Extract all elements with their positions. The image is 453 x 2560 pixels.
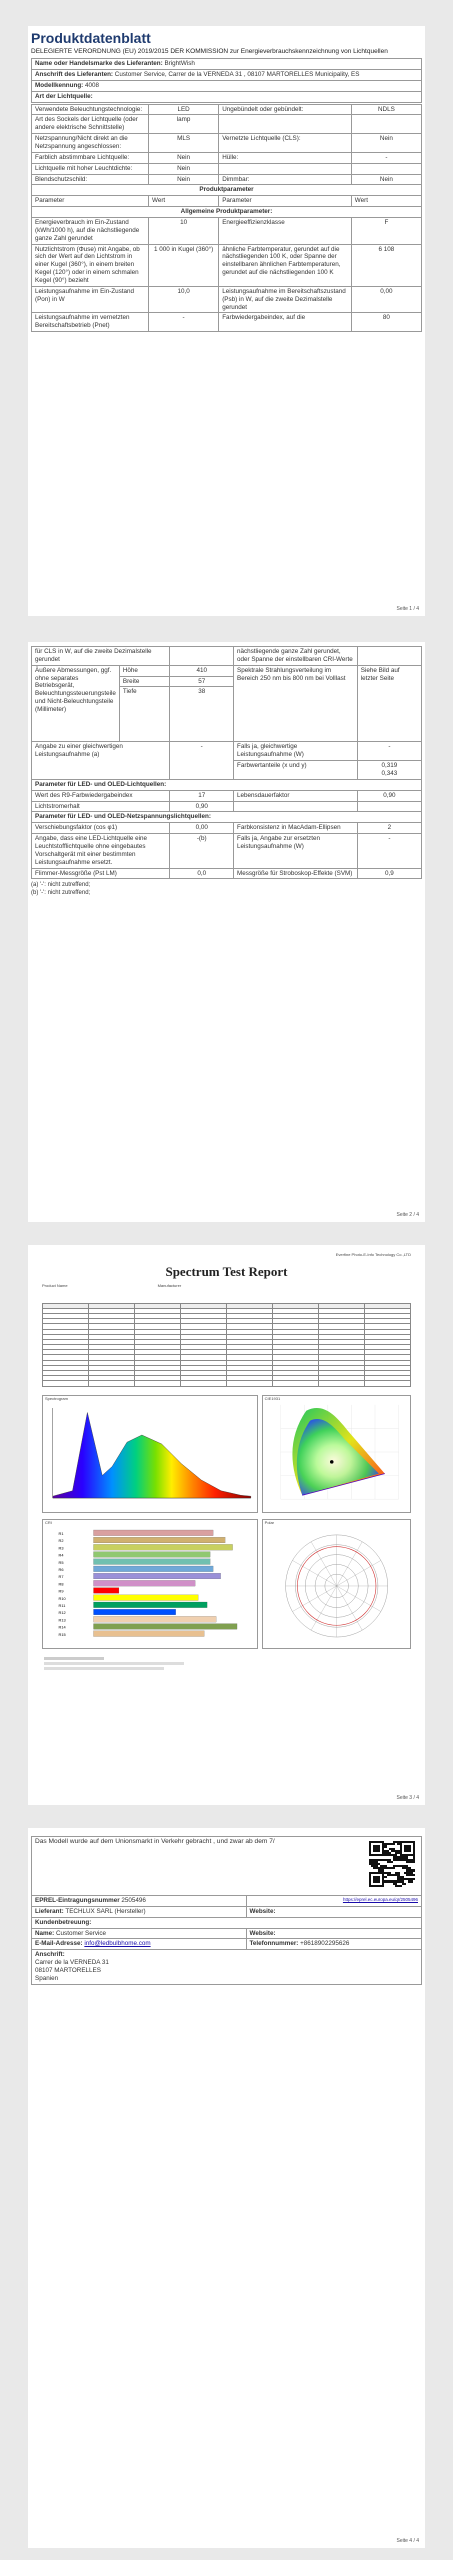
row-label: Farblich abstimmbare Lichtquelle: bbox=[32, 152, 149, 163]
row-value: LED bbox=[149, 104, 219, 115]
row-label-2 bbox=[219, 163, 352, 174]
measurement-cell bbox=[135, 1381, 181, 1386]
row-label-2: Leistungsaufnahme im Bereitschaftszustand (Psb) in W, auf die zweite Dezimalstelle gerundet bbox=[219, 286, 352, 313]
equiv-right-label: Falls ja, gleichwertige Leistungsaufnahme (W) bbox=[234, 742, 358, 761]
params-table-2 bbox=[31, 646, 422, 879]
dim-value: 38 bbox=[170, 687, 234, 742]
type-row bbox=[32, 115, 422, 134]
chroma-y: 0,343 bbox=[381, 770, 398, 778]
polar-spoke bbox=[292, 1560, 336, 1586]
polar-spoke bbox=[336, 1586, 362, 1630]
measurement-cell bbox=[273, 1381, 319, 1386]
led-header: Parameter für LED- und OLED-Lichtquellen: bbox=[32, 779, 422, 790]
spectrum-area bbox=[53, 1412, 251, 1498]
row-label-2: Vernetzte Lichtquelle (CLS): bbox=[219, 134, 352, 153]
flicker-label: Flimmer-Messgröße (Pst LM) bbox=[32, 868, 170, 879]
cri-bar bbox=[94, 1580, 196, 1586]
manufacturer-label: Manufacturer bbox=[157, 1282, 182, 1288]
cri-tick-label: R7 bbox=[58, 1573, 64, 1579]
phone-value: +8618902295626 bbox=[300, 1940, 350, 1948]
cri-bar bbox=[94, 1587, 119, 1593]
mains-header: Parameter für LED- und OLED-Netzspannungslichtquellen: bbox=[32, 812, 422, 823]
life-value: 0,90 bbox=[357, 790, 421, 801]
row-label: Nutzlichtstrom (Φuse) mit Angabe, ob sich der Wert auf den Lichtstrom in einer Kugel (360°), in einem breiten Kegel (120°) oder in einem schmalen Kegel (90°) bezieht bbox=[32, 244, 149, 286]
row-label: Blendschutzschild: bbox=[32, 174, 149, 185]
cri-tick-label: R10 bbox=[58, 1595, 66, 1601]
address-value: Customer Service, Carrer de la VERNEDA 31 , 08107 MARTORELLES Municipality, ES bbox=[114, 70, 360, 78]
cri-tick-label: R4 bbox=[58, 1552, 64, 1558]
spectral-value: Siehe Bild auf letzter Seite bbox=[357, 665, 421, 742]
strobe-label: Messgröße für Stroboskop-Effekte (SVM) bbox=[234, 868, 358, 879]
page-number: Seite 2 / 4 bbox=[396, 1212, 419, 1218]
dim-name: Höhe bbox=[119, 665, 170, 676]
cri-bar bbox=[94, 1609, 176, 1615]
row-value: Nein bbox=[149, 163, 219, 174]
row-label: Leistungsaufnahme im Ein-Zustand (Pon) in W bbox=[32, 286, 149, 313]
cri-tick-label: R11 bbox=[58, 1602, 66, 1608]
flicker-value: 0,0 bbox=[170, 868, 234, 879]
email-link[interactable]: info@ledbulbhome.com bbox=[84, 1940, 151, 1948]
type-row bbox=[32, 174, 422, 185]
polar-spokes bbox=[285, 1534, 387, 1636]
row-value-2: F bbox=[351, 218, 421, 245]
measurement-cell bbox=[43, 1381, 89, 1386]
polar-spoke bbox=[292, 1586, 336, 1612]
measurement-cell bbox=[365, 1381, 411, 1386]
row-label: Verwendete Beleuchtungstechnologie: bbox=[32, 104, 149, 115]
cri-bar bbox=[94, 1573, 221, 1579]
eprel-table bbox=[31, 1836, 422, 1985]
row-label-2: Farbwiedergabeindex, auf die bbox=[219, 313, 352, 332]
polar-diagram bbox=[263, 1520, 410, 1648]
product-name-label: Product Name bbox=[42, 1282, 68, 1288]
maint-label: Lichtstromerhalt bbox=[32, 801, 170, 812]
report-title: Spectrum Test Report bbox=[165, 1263, 288, 1279]
pf-value: 0,00 bbox=[170, 823, 234, 834]
replace-label: Angabe, dass eine LED-Lichtquelle eine Leuchtstofflichtquelle ohne eingebautes Vorschaltgerät mit einer bestimmten Leistungsaufnahme ersetzt. bbox=[32, 834, 170, 868]
phone-label: Telefonnummer: bbox=[249, 1940, 299, 1948]
pf-label: Verschiebungsfaktor (cos φ1) bbox=[32, 823, 170, 834]
page-number: Seite 4 / 4 bbox=[396, 2538, 419, 2544]
row-value-2: 0,00 bbox=[351, 286, 421, 313]
cri-bar bbox=[94, 1594, 199, 1600]
spectrum-chart bbox=[43, 1396, 257, 1512]
row-value-2 bbox=[351, 115, 421, 134]
cri-bar bbox=[94, 1623, 238, 1629]
row-value-2: - bbox=[351, 152, 421, 163]
col-value-2: Wert bbox=[351, 196, 421, 207]
cri-bar bbox=[94, 1551, 211, 1557]
polar-label: Polar bbox=[264, 1519, 274, 1525]
address-line-1: Carrer de la VERNEDA 31 bbox=[35, 1959, 109, 1967]
cri-tick-label: R14 bbox=[58, 1624, 66, 1630]
instrument-table bbox=[42, 1655, 411, 1679]
spectral-label: Spektrale Strahlungsverteilung im Bereich 250 nm bis 800 nm bei Volllast bbox=[234, 665, 358, 742]
polar-spoke bbox=[336, 1586, 380, 1612]
spectrogram-panel bbox=[42, 1395, 258, 1513]
dim-name: Breite bbox=[119, 676, 170, 687]
address-label: Anschrift: bbox=[35, 1951, 65, 1959]
polar-spoke bbox=[336, 1541, 362, 1585]
cri-bar bbox=[94, 1558, 211, 1564]
macadam-label: Farbkonsistenz in MacAdam-Ellipsen bbox=[234, 823, 358, 834]
r9-label: Wert des R9-Farbwiedergabeindex bbox=[32, 790, 170, 801]
supplier-label: Lieferant: bbox=[35, 1907, 64, 1915]
polar-spoke bbox=[311, 1541, 337, 1585]
cri-tick-label: R3 bbox=[58, 1544, 64, 1551]
col-param-2: Parameter bbox=[219, 196, 352, 207]
equiv-label: Angabe zu einer gleichwertigen Leistungsaufnahme (a) bbox=[32, 742, 170, 779]
general-header: Allgemeine Produktparameter: bbox=[32, 207, 422, 218]
cri-chart bbox=[43, 1520, 257, 1648]
cri-tick-label: R2 bbox=[58, 1537, 64, 1543]
row-value: Nein bbox=[149, 152, 219, 163]
cri-tick-label: R15 bbox=[58, 1631, 66, 1637]
life-label: Lebensdauerfaktor bbox=[234, 790, 358, 801]
page-title: Produktdatenblatt bbox=[31, 30, 151, 46]
regulation-text: DELEGIERTE VERORDNUNG (EU) 2019/2015 DER KOMMISSION zur Energieverbrauchskennzeichnung von Lichtquellen bbox=[31, 48, 388, 55]
measurement-cell bbox=[181, 1381, 227, 1386]
cri-panel bbox=[42, 1519, 258, 1649]
cri-bar bbox=[94, 1537, 226, 1543]
outer-dims-label: Äußere Abmessungen, ggf. ohne separates Betriebsgerät, Beleuchtungssteuerungsteile und Nicht-Beleuchtungsteile (Millimeter) bbox=[32, 665, 120, 742]
cri-label: CRI bbox=[45, 1519, 52, 1525]
supplier-value: BrightWish bbox=[164, 60, 195, 68]
address-line-3: Spanien bbox=[35, 1974, 59, 1982]
row-value: 1 000 in Kugel (360°) bbox=[149, 244, 219, 286]
row-value: MLS bbox=[149, 134, 219, 153]
supplier-label: Name oder Handelsmarke des Lieferanten: bbox=[35, 60, 163, 68]
row-value: 10,0 bbox=[149, 286, 219, 313]
col-value: Wert bbox=[149, 196, 219, 207]
row-label-2: Ungebündelt oder gebündelt: bbox=[219, 104, 352, 115]
cri-bar bbox=[94, 1530, 214, 1536]
general-row bbox=[32, 286, 422, 313]
measurement-row bbox=[43, 1381, 411, 1386]
dim-value: 57 bbox=[170, 676, 234, 687]
chromaticity-point bbox=[330, 1460, 334, 1464]
website-label: Website: bbox=[249, 1907, 276, 1915]
row-label-2: Dimmbar: bbox=[219, 174, 352, 185]
cri-bar bbox=[94, 1602, 208, 1608]
cri-tick-label: R6 bbox=[58, 1566, 64, 1572]
maint-value: 0,90 bbox=[170, 801, 234, 812]
model-value: 4008 bbox=[85, 81, 100, 89]
polar-panel bbox=[262, 1519, 411, 1649]
cont-left: für CLS in W, auf die zweite Dezimalstelle gerundet bbox=[32, 647, 170, 666]
type-table bbox=[31, 104, 422, 333]
cri-tick-label: R1 bbox=[58, 1530, 64, 1536]
replace-right-label: Falls ja, Angabe zur ersetzten Leistungsaufnahme (W) bbox=[234, 834, 358, 868]
general-row bbox=[32, 218, 422, 245]
cie-label: CIE1931 bbox=[264, 1395, 281, 1401]
row-value-2: Nein bbox=[351, 134, 421, 153]
row-label: Lichtquelle mit hoher Leuchtdichte: bbox=[32, 163, 149, 174]
general-row bbox=[32, 313, 422, 332]
cri-bar bbox=[94, 1630, 205, 1636]
row-label-2: ähnliche Farbtemperatur, gerundet auf die nächstliegenden 100 K, oder Spanne der einstellbaren ähnlichen Farbtemperaturen, gerundet auf die nächstliegenden 100 K bbox=[219, 244, 352, 286]
polar-spoke bbox=[311, 1586, 337, 1630]
cri-bar bbox=[94, 1566, 214, 1572]
type-label: Art der Lichtquelle: bbox=[32, 91, 422, 102]
row-label-2: Energieeffizienzklasse bbox=[219, 218, 352, 245]
cri-tick-label: R9 bbox=[58, 1588, 64, 1594]
equiv-value: - bbox=[170, 742, 234, 779]
replace-value: -(b) bbox=[170, 834, 234, 868]
cie-panel bbox=[262, 1395, 411, 1513]
row-label-2: Hülle: bbox=[219, 152, 352, 163]
measurement-cell bbox=[89, 1381, 135, 1386]
page-2 bbox=[28, 642, 425, 1222]
spectrogram-label: Spectrogram bbox=[45, 1395, 68, 1401]
eprel-label: EPREL-Eintragungsnummer bbox=[35, 1897, 120, 1904]
model-label: Modellkennung: bbox=[35, 81, 84, 89]
row-value-2 bbox=[351, 163, 421, 174]
name-value: Customer Service bbox=[56, 1929, 107, 1937]
row-label: Art des Sockels der Lichtquelle (oder andere elektrische Schnittstelle) bbox=[32, 115, 149, 134]
macadam-value: 2 bbox=[357, 823, 421, 834]
name-label: Name: bbox=[35, 1929, 55, 1937]
address-line-2: 08107 MARTORELLES bbox=[35, 1967, 101, 1975]
measurement-table bbox=[42, 1303, 411, 1387]
chroma-label: Farbwertanteile (x und y) bbox=[234, 761, 358, 780]
row-label: Netzspannung/Nicht direkt an die Netzspannung angeschlossen: bbox=[32, 134, 149, 153]
dim-value: 410 bbox=[170, 665, 234, 676]
address-label: Anschrift des Lieferanten: bbox=[35, 70, 114, 78]
email-label: E-Mail-Adresse: bbox=[35, 1940, 83, 1948]
general-row bbox=[32, 244, 422, 286]
equiv-right-value: - bbox=[357, 742, 421, 761]
type-row bbox=[32, 152, 422, 163]
measurement-cell bbox=[227, 1381, 273, 1386]
type-row bbox=[32, 163, 422, 174]
page-3 bbox=[28, 1245, 425, 1805]
page-4 bbox=[28, 1828, 425, 2548]
page-number: Seite 3 / 4 bbox=[396, 1795, 419, 1801]
note-b: (b) '-': nicht zutreffend; bbox=[31, 890, 91, 897]
row-label: Energieverbrauch im Ein-Zustand (kWh/1000 h), auf die nächstliegende ganze Zahl gerundet bbox=[32, 218, 149, 245]
page-1 bbox=[28, 26, 425, 616]
col-param: Parameter bbox=[32, 196, 149, 207]
row-value-2: 80 bbox=[351, 313, 421, 332]
replace-right-value: - bbox=[357, 834, 421, 868]
cri-tick-label: R5 bbox=[58, 1559, 64, 1565]
row-value: lamp bbox=[149, 115, 219, 134]
type-row bbox=[32, 104, 422, 115]
cri-tick-label: R12 bbox=[58, 1609, 66, 1615]
type-row bbox=[32, 134, 422, 153]
cri-tick-label: R8 bbox=[58, 1580, 64, 1587]
note-a: (a) '-': nicht zutreffend; bbox=[31, 882, 91, 889]
row-label-2 bbox=[219, 115, 352, 134]
supplier-table bbox=[31, 58, 422, 102]
cri-bar bbox=[94, 1544, 233, 1550]
cri-tick-label: R13 bbox=[58, 1616, 66, 1623]
row-value-2: Nein bbox=[351, 174, 421, 185]
prod-params-header: Produktparameter bbox=[32, 185, 422, 196]
page-number: Seite 1 / 4 bbox=[396, 606, 419, 612]
dim-name: Tiefe bbox=[119, 687, 170, 742]
chroma-x: 0,319 bbox=[381, 762, 398, 770]
measurement-cell bbox=[319, 1381, 365, 1386]
polar-spoke bbox=[336, 1560, 380, 1586]
row-value: Nein bbox=[149, 174, 219, 185]
row-value: 10 bbox=[149, 218, 219, 245]
qr-code-icon[interactable] bbox=[369, 1841, 415, 1887]
cri-bar bbox=[94, 1616, 217, 1622]
row-value-2: NDLS bbox=[351, 104, 421, 115]
row-value: - bbox=[149, 313, 219, 332]
eprel-value: 2505496 bbox=[121, 1897, 146, 1904]
eprel-link[interactable]: https://eprel.ec.europa.eu/qr/2505496 bbox=[342, 1897, 418, 1902]
cie-diagram bbox=[263, 1396, 410, 1512]
strobe-value: 0,9 bbox=[357, 868, 421, 879]
cont-right: nächstliegende ganze Zahl gerundet, oder Spanne der einstellbaren CRI-Werte bbox=[234, 647, 358, 666]
support-header: Kundenbetreuung: bbox=[32, 1917, 422, 1928]
row-value-2: 6 108 bbox=[351, 244, 421, 286]
row-label: Leistungsaufnahme im vernetzten Bereitschaftsbetrieb (Pnet) bbox=[32, 313, 149, 332]
supplier-value: TECHLUX SARL (Hersteller) bbox=[65, 1907, 146, 1915]
report-header: Everfine Photo-E-Info Technology Co.,LTD bbox=[335, 1252, 411, 1257]
cri-bars bbox=[59, 1530, 238, 1637]
website-label-2: Website: bbox=[249, 1929, 276, 1937]
intro-text: Das Modell wurde auf dem Unionsmarkt in Verkehr gebracht , und zwar ab dem 7/ bbox=[35, 1838, 275, 1845]
r9-value: 17 bbox=[170, 790, 234, 801]
